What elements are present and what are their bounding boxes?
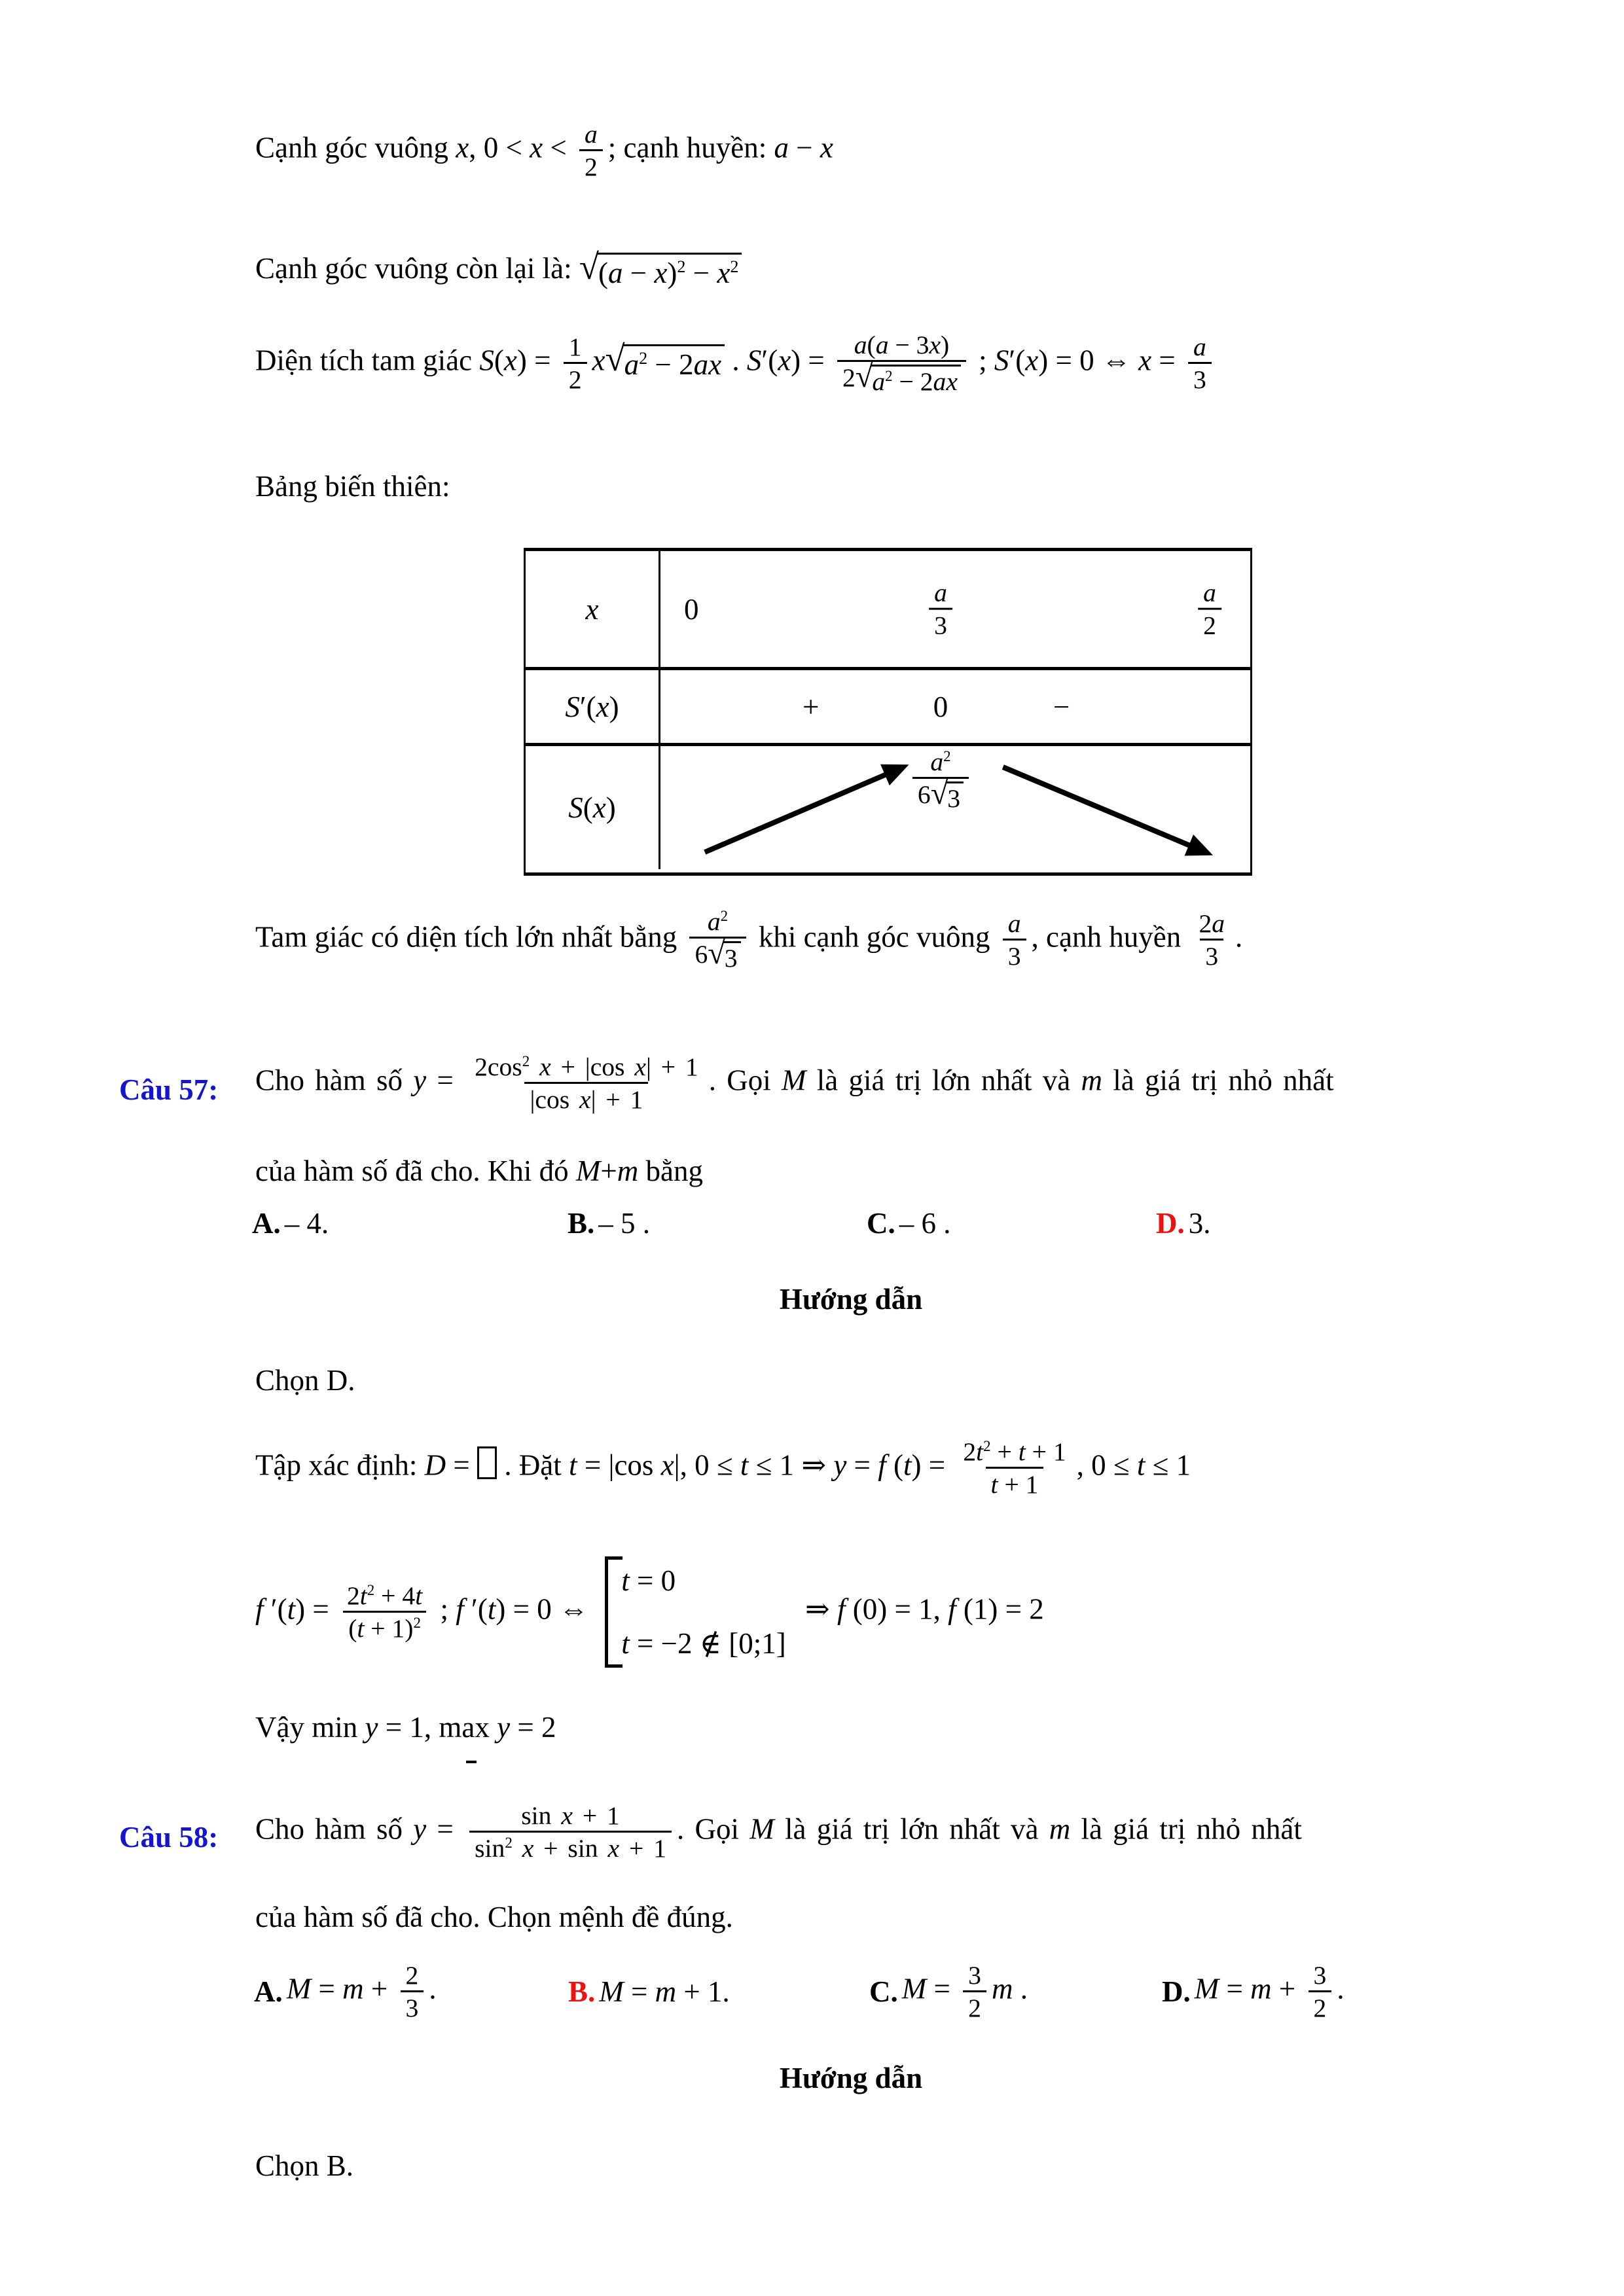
row-header-derivative: S ′( x )	[526, 670, 660, 743]
option-58-B-correct	[568, 1956, 730, 2028]
sign-plus: +	[803, 690, 820, 723]
x-start: 0	[684, 592, 699, 626]
guide-heading-57: Hướng dẫn	[779, 1283, 923, 1316]
option-58-D	[1162, 1956, 1344, 2028]
option-key: B.	[568, 1207, 595, 1240]
x-end: $\frac{a}{2}$	[1193, 578, 1227, 640]
solution-57-line2: f ′(t) = $\frac{2t^2 + 4t}{(t + 1)^2}$ ; f ′(t) = 0 ⇔ t = 0 t = −2 ∉ [0;1] ⇒ f (0) = 1, f (1) = 2	[255, 1556, 1044, 1668]
x-critical: $\frac{a}{3}$	[924, 578, 958, 640]
question-58-stem-line2: của hàm số đã cho. Chọn mệnh đề đúng.	[255, 1901, 733, 1933]
solution-line-other-leg: Cạnh góc vuông còn lại là: $√(a - x)^2 - x^2$	[255, 251, 742, 291]
question-57-stem-line2: của hàm số đã cho. Khi đó M+m bằng	[255, 1155, 704, 1187]
option-57-D-correct	[1156, 1206, 1211, 1240]
option-value: M = m + $\frac{2}{3}$ .	[286, 1960, 437, 2022]
option-key: C.	[867, 1207, 895, 1240]
sign-minus: −	[1053, 690, 1070, 723]
sign-zero: 0	[933, 690, 948, 723]
option-key: D.	[1156, 1207, 1185, 1240]
solution-57-line3: Vậy min y = 1, max y = 2	[255, 1711, 556, 1744]
choice-58: Chọn B.	[255, 2149, 354, 2182]
row-header-function: S ( x )	[526, 746, 660, 869]
guide-heading-58: Hướng dẫn	[779, 2062, 923, 2094]
stray-mark	[466, 1761, 477, 1763]
row-header-x: x	[526, 551, 660, 667]
question-58-label: Câu 58:	[119, 1821, 219, 1854]
question-57-label: Câu 57:	[119, 1073, 219, 1106]
option-57-A	[252, 1206, 329, 1240]
option-key: C.	[869, 1975, 898, 2008]
option-key: B.	[568, 1975, 596, 2008]
solution-line-leg: Cạnh góc vuông x, 0 < x < $\frac{a}{2}$ ; cạnh huyền: a − x	[255, 120, 833, 182]
decrease-arrow-icon	[1003, 767, 1207, 853]
option-key: D.	[1162, 1975, 1191, 2008]
option-value: – 6 .	[899, 1207, 951, 1240]
option-value: M = $\frac{3}{2}$ m .	[901, 1960, 1028, 2022]
table-row-function	[526, 743, 1250, 869]
question-57-stem: Cho hàm số y = $\frac{2\cos^2 x + |\cos x| + 1}{\text{|cos x| + 1}}$ . Gọi M là giá trị lớn nhất và m là giá trị nhỏ nhất	[255, 1052, 1334, 1115]
variation-table-label: Bảng biến thiên:	[255, 470, 450, 503]
option-value: – 4.	[284, 1207, 329, 1240]
solution-57-line1: Tập xác định: D = . Đặt t = |cos x|, 0 ≤ t ≤ 1 ⇒ y = f (t) = $\frac{2t^2 + t + 1}{t + 1}$ , 0 ≤ t ≤ 1	[255, 1437, 1191, 1499]
option-58-C	[869, 1956, 1028, 2028]
option-key: A.	[254, 1975, 283, 2008]
increase-arrow-icon	[705, 767, 903, 852]
option-value: 3.	[1188, 1207, 1211, 1240]
max-value: $\frac{a^2}{6√3}$	[907, 747, 974, 813]
option-value: – 5 .	[598, 1207, 651, 1240]
table-row-derivative	[526, 667, 1250, 743]
option-58-A	[254, 1956, 437, 2028]
solution-line-area: Diện tích tam giác S(x) = $\frac{1}{2}$ $x√a^2 - 2ax$ . S′(x) = $\frac{a(a - 3x)}{2√a^2 - 2ax}$ ; S′(x) = 0 ⇔ x = $\frac{a}{3}$	[255, 331, 1217, 396]
option-57-C	[867, 1206, 951, 1240]
option-57-B	[568, 1206, 650, 1240]
variation-table	[524, 548, 1252, 876]
solution-conclusion: Tam giác có diện tích lớn nhất bằng $\frac{a^2}{6√3}$ khi cạnh góc vuông $\frac{a}{3}$ , cạnh huyền $\frac{2a}{3}$ .	[255, 907, 1243, 973]
choice-57: Chọn D.	[255, 1364, 355, 1397]
option-key: A.	[252, 1207, 281, 1240]
option-value: M = m + $\frac{3}{2}$ .	[1194, 1960, 1344, 2022]
table-row-x	[526, 551, 1250, 667]
option-value: M = m + 1.	[599, 1975, 730, 2008]
question-58-stem: Cho hàm số y = $\frac{\text{sin x + 1}}{\sin^2 x + \sin x + 1}$ . Gọi M là giá trị lớn nhất và m là giá trị nhỏ nhất	[255, 1801, 1302, 1863]
